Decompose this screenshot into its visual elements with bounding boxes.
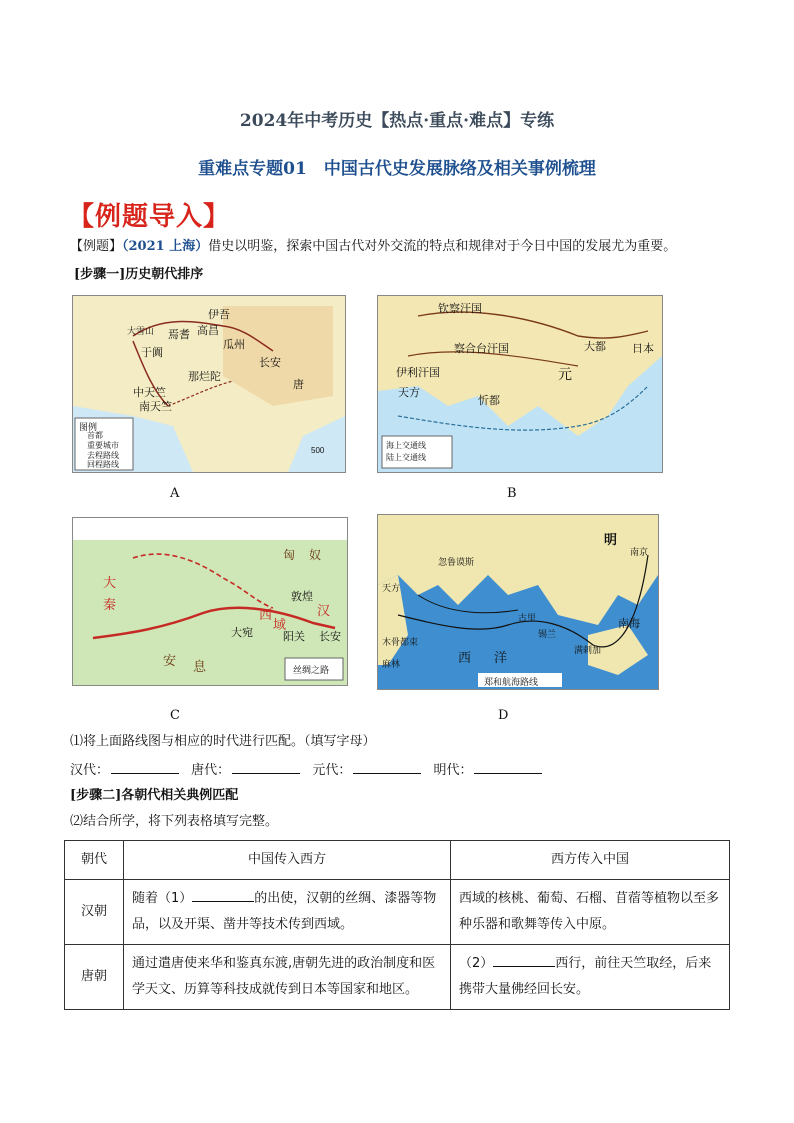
map-d-text-nanjing: 南京: [630, 547, 649, 557]
map-b-text-xindu: 忻都: [478, 395, 500, 407]
han-blank[interactable]: [111, 761, 179, 774]
map-c-text-changan: 长安: [319, 631, 341, 643]
tang-blank[interactable]: [232, 761, 300, 774]
map-c-text-nu: 奴: [309, 548, 322, 562]
map-c-text-xi: 息: [193, 659, 207, 674]
map-a-text-south-india: 南天竺: [139, 401, 172, 413]
map-c-text-dayuan: 大宛: [231, 627, 253, 639]
map-c-text-an: 安: [163, 653, 177, 668]
question-1-blanks: [70, 761, 550, 780]
intro-source: （2021 上海）: [122, 239, 209, 254]
cell-text-end: 西行，前往天竺取经，后来携带大量佛经回长安。: [459, 956, 712, 997]
map-a-text-tang: 唐: [293, 379, 304, 391]
cell-text-start: 随着（1）: [132, 891, 193, 906]
map-c-text-yangguan: 阳关: [283, 631, 305, 643]
map-a-text-changan: 长安: [259, 357, 281, 369]
intro-paragraph: [70, 238, 676, 256]
map-b-text-kipchak: 钦察汗国: [438, 303, 482, 315]
map-c-text-region: 域: [273, 617, 287, 632]
intro-tag: 【例题】: [70, 239, 123, 254]
map-d: [377, 514, 659, 690]
header-china-to-west: 中国传入西方: [124, 841, 451, 880]
exchange-table: [64, 840, 730, 1010]
yuan-label: 元代：: [312, 763, 352, 778]
map-d-text-south-sea: 南海: [618, 618, 640, 630]
map-b-legend-land: 陆上交通线: [386, 453, 426, 462]
map-c-legend: 丝绸之路: [293, 665, 330, 675]
map-a-text-snow-mountain: 大雪山: [127, 326, 155, 336]
section-banner: 【例题导入】: [68, 202, 231, 232]
map-d-text-ceylon: 锡兰: [538, 629, 557, 639]
map-b-legend-sea: 海上交通线: [386, 441, 426, 450]
map-a-text-yutian: 于阗: [141, 347, 163, 359]
map-d-text-malacca: 满剌加: [574, 645, 602, 655]
map-d-text-mecca: 天方: [382, 583, 401, 593]
cell-text-start: （2）: [459, 956, 494, 971]
map-a-scale: 500: [311, 446, 325, 455]
map-a-text-yanqi: 焉耆: [168, 329, 190, 341]
tang-label: 唐代：: [191, 763, 231, 778]
map-c-text-da: 大: [103, 575, 117, 590]
west-to-china-cell: [451, 945, 730, 1010]
header-dynasty: 朝代: [65, 841, 124, 880]
map-a-legend-return: 回程路线: [87, 460, 119, 469]
document-subtitle: 重难点专题01 中国古代史发展脉络及相关事例梳理: [198, 159, 596, 179]
question-1: ⑴将上面路线图与相应的时代进行匹配。（填写字母）: [70, 734, 376, 749]
map-c-text-qin: 秦: [103, 597, 117, 612]
map-b-text-tianfang: 天方: [398, 387, 420, 399]
cell-text-end: 的出使，汉朝的丝绸、漆器等物品，以及开渠、凿井等技术传到西域。: [132, 891, 437, 932]
map-d-text-ming: 明: [604, 532, 618, 547]
map-a-legend-title: 图例: [79, 422, 98, 432]
map-d-text-hormuz: 忽鲁谟斯: [438, 557, 475, 567]
map-a-text-nalanda: 那烂陀: [188, 371, 221, 383]
yuan-blank[interactable]: [353, 761, 421, 774]
map-a-label: A: [170, 486, 180, 501]
table-header-row: [65, 841, 730, 880]
china-to-west-cell: 通过遣唐使来华和鉴真东渡,唐朝先进的政治制度和医学天文、历算等科技成就传到日本等国家和地区。: [124, 945, 451, 1010]
map-d-text-yang: 洋: [494, 650, 508, 665]
map-c-text-han: 汉: [317, 603, 331, 618]
map-d-legend: 郑和航海路线: [484, 677, 539, 687]
map-d-label: D: [498, 708, 509, 723]
map-b-text-ilkhanate: 伊利汗国: [396, 367, 440, 379]
step1-heading: [步骤一]历史朝代排序: [74, 267, 204, 282]
map-a-text-guazhou: 瓜州: [223, 339, 245, 351]
table-row: [65, 945, 730, 1010]
map-a-legend-capital: 首都: [87, 431, 103, 440]
header-west-to-china: 西方传入中国: [451, 841, 730, 880]
ming-label: 明代：: [433, 763, 473, 778]
document-title: 2024年中考历史【热点·重点·难点】专练: [239, 111, 555, 131]
map-b-text-dadu: 大都: [584, 341, 606, 353]
map-a: [72, 295, 346, 473]
map-b-label: B: [507, 486, 517, 501]
step2-heading: [步骤二]各朝代相关典例匹配: [70, 788, 239, 803]
map-c-text-western: 西: [259, 607, 273, 622]
map-a-legend-outbound: 去程路线: [87, 451, 119, 460]
answer-blank-2[interactable]: [493, 954, 555, 967]
map-b: [377, 295, 663, 473]
china-to-west-cell: [124, 880, 451, 945]
han-label: 汉代：: [70, 763, 110, 778]
map-a-text-gaochang: 高昌: [197, 325, 219, 337]
answer-blank-1[interactable]: [192, 889, 254, 902]
map-d-text-malindi: 麻林: [382, 659, 401, 669]
question-2: ⑵结合所学，将下列表格填写完整。: [70, 814, 279, 829]
map-a-text-central-india: 中天竺: [133, 387, 166, 399]
map-c-label: C: [170, 708, 180, 723]
ming-blank[interactable]: [474, 761, 542, 774]
map-d-text-mogadishu: 木骨都束: [382, 637, 419, 647]
map-b-text-japan: 日本: [632, 343, 654, 355]
dynasty-cell: 唐朝: [65, 945, 124, 1010]
map-c: [72, 517, 348, 686]
dynasty-cell: 汉朝: [65, 880, 124, 945]
map-a-text-yiwu: 伊吾: [208, 309, 230, 321]
table-row: [65, 880, 730, 945]
map-b-text-yuan: 元: [558, 366, 572, 382]
west-to-china-cell: 西域的核桃、葡萄、石榴、苜蓿等植物以至多种乐器和歌舞等传入中原。: [451, 880, 730, 945]
map-c-text-xiong: 匈: [283, 548, 296, 562]
map-d-text-xi: 西: [458, 650, 472, 665]
map-b-text-chagatai: 察合台汗国: [454, 343, 509, 355]
map-c-text-dunhuang: 敦煌: [291, 591, 313, 603]
intro-text: 借史以明鉴，探索中国古代对外交流的特点和规律对于今日中国的发展尤为重要。: [208, 239, 677, 254]
map-a-legend-city: 重要城市: [87, 441, 119, 450]
map-d-text-calicut: 古里: [518, 613, 537, 623]
